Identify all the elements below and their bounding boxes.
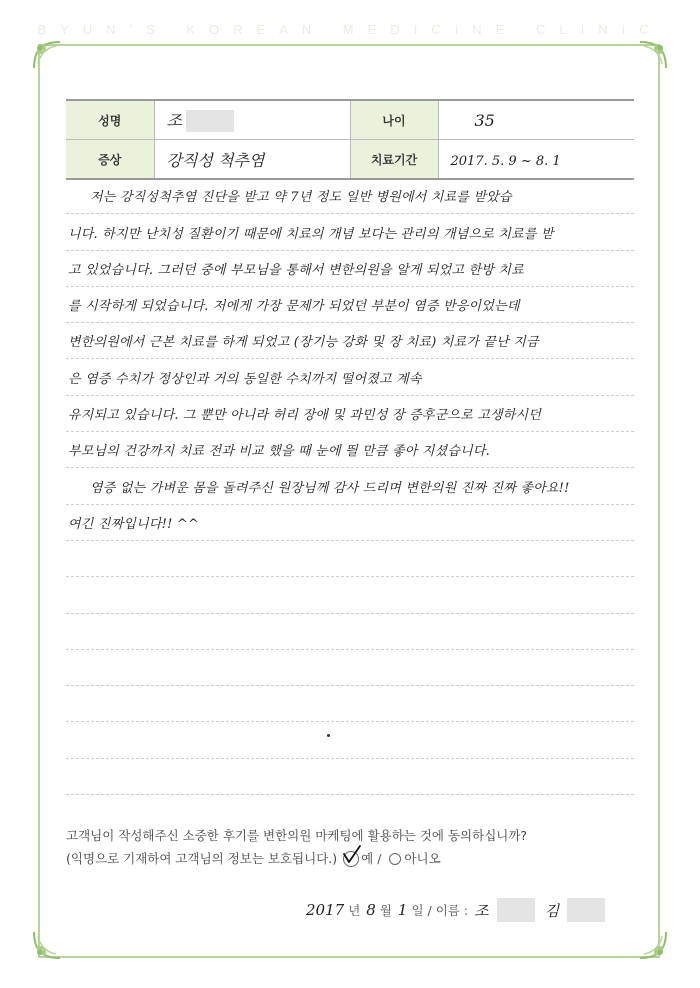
clinic-watermark: BYUN'S KOREAN MEDICINE CLINIC	[37, 22, 663, 37]
sign-separator: /	[427, 902, 432, 918]
sign-name-last: 김	[544, 901, 560, 920]
review-text-area	[66, 178, 634, 795]
month-unit: 월	[379, 903, 392, 918]
review-line	[66, 722, 634, 758]
review-line: 를 시작하게 되었습니다. 저에게 가장 문제가 되었던 부분이 염증 반응이었는데	[66, 287, 634, 323]
review-line: 염증 없는 가벼운 몸을 돌려주신 원장님께 감사 드리며 변한의원 진짜 진짜 좋아요!!	[66, 468, 634, 504]
patient-info-table	[66, 99, 634, 180]
checkmark-icon	[341, 844, 363, 866]
consent-options-row	[66, 847, 636, 870]
sign-month: 8	[366, 901, 376, 919]
yes-label: 예	[361, 851, 374, 866]
symptom-label: 증상	[66, 140, 154, 180]
symptom-value: 강직성 척추염	[166, 150, 265, 170]
review-line	[66, 650, 634, 686]
info-row-symptom	[66, 140, 634, 180]
year-unit: 년	[348, 903, 361, 918]
info-row-name	[66, 100, 634, 140]
option-separator: /	[377, 851, 382, 866]
day-unit: 일	[411, 903, 424, 918]
review-line: 여긴 진짜입니다!! ^^	[66, 505, 634, 541]
stray-ink-dot	[327, 734, 330, 737]
review-line: 은 염증 수치가 정상인과 거의 동일한 수치까지 떨어졌고 계속	[66, 359, 634, 395]
sign-year: 2017	[306, 901, 345, 919]
corner-ornament	[30, 928, 64, 962]
name-label: 성명	[66, 100, 154, 140]
consent-question: 고객님이 작성해주신 소중한 후기를 변한의원 마케팅에 활용하는 것에 동의하십니까?	[66, 828, 528, 843]
period-value: 2017. 5. 9 ~ 8. 1	[450, 153, 561, 169]
corner-ornament	[636, 928, 670, 962]
corner-ornament	[30, 38, 64, 72]
review-line: 니다. 하지만 난치성 질환이기 때문에 치료의 개념 보다는 관리의 개념으로 치료를 받	[66, 214, 634, 250]
review-line: 변한의원에서 근본 치료를 하게 되었고 (장기능 강화 및 장 치료) 치료가 끝난 지금	[66, 323, 634, 359]
redacted-signature-block	[567, 898, 605, 922]
review-line	[66, 686, 634, 722]
review-line: 저는 강직성척추염 진단을 받고 약 7년 정도 일반 병원에서 치료를 받았습	[66, 178, 634, 214]
review-line	[66, 577, 634, 613]
name-field	[154, 100, 350, 140]
sign-day: 1	[397, 901, 408, 919]
corner-ornament	[636, 38, 670, 72]
yes-radio[interactable]	[343, 851, 359, 867]
review-line: 유지되고 있습니다. 그 뿐만 아니라 허리 장애 및 과민성 장 증후군으로 고생하시던	[66, 396, 634, 432]
period-label: 치료기간	[350, 140, 438, 180]
name-value: 조	[166, 110, 182, 130]
age-label: 나이	[350, 100, 438, 140]
no-label: 아니오	[404, 851, 441, 866]
review-line	[66, 614, 634, 650]
review-line	[66, 541, 634, 577]
review-line: 고 있었습니다. 그러던 중에 부모님을 통해서 변한의원을 알게 되었고 한방 치료	[66, 251, 634, 287]
redacted-name-block	[186, 110, 234, 132]
period-field	[438, 140, 634, 180]
signature-line	[300, 898, 630, 922]
sign-name-first: 조	[474, 901, 489, 920]
marketing-consent	[66, 824, 636, 870]
redacted-signature-block	[497, 898, 535, 922]
age-field	[438, 100, 634, 140]
symptom-field	[154, 140, 350, 180]
review-line	[66, 759, 634, 795]
age-value: 35	[474, 110, 495, 130]
no-radio[interactable]	[389, 853, 401, 865]
review-line: 부모님의 건강까지 치료 전과 비교 했을 때 눈에 띌 만큼 좋아 지셨습니다.	[66, 432, 634, 468]
consent-note: (익명으로 기재하여 고객님의 정보는 보호됩니다.)	[66, 851, 338, 866]
sign-name-label: 이름 :	[435, 903, 469, 918]
